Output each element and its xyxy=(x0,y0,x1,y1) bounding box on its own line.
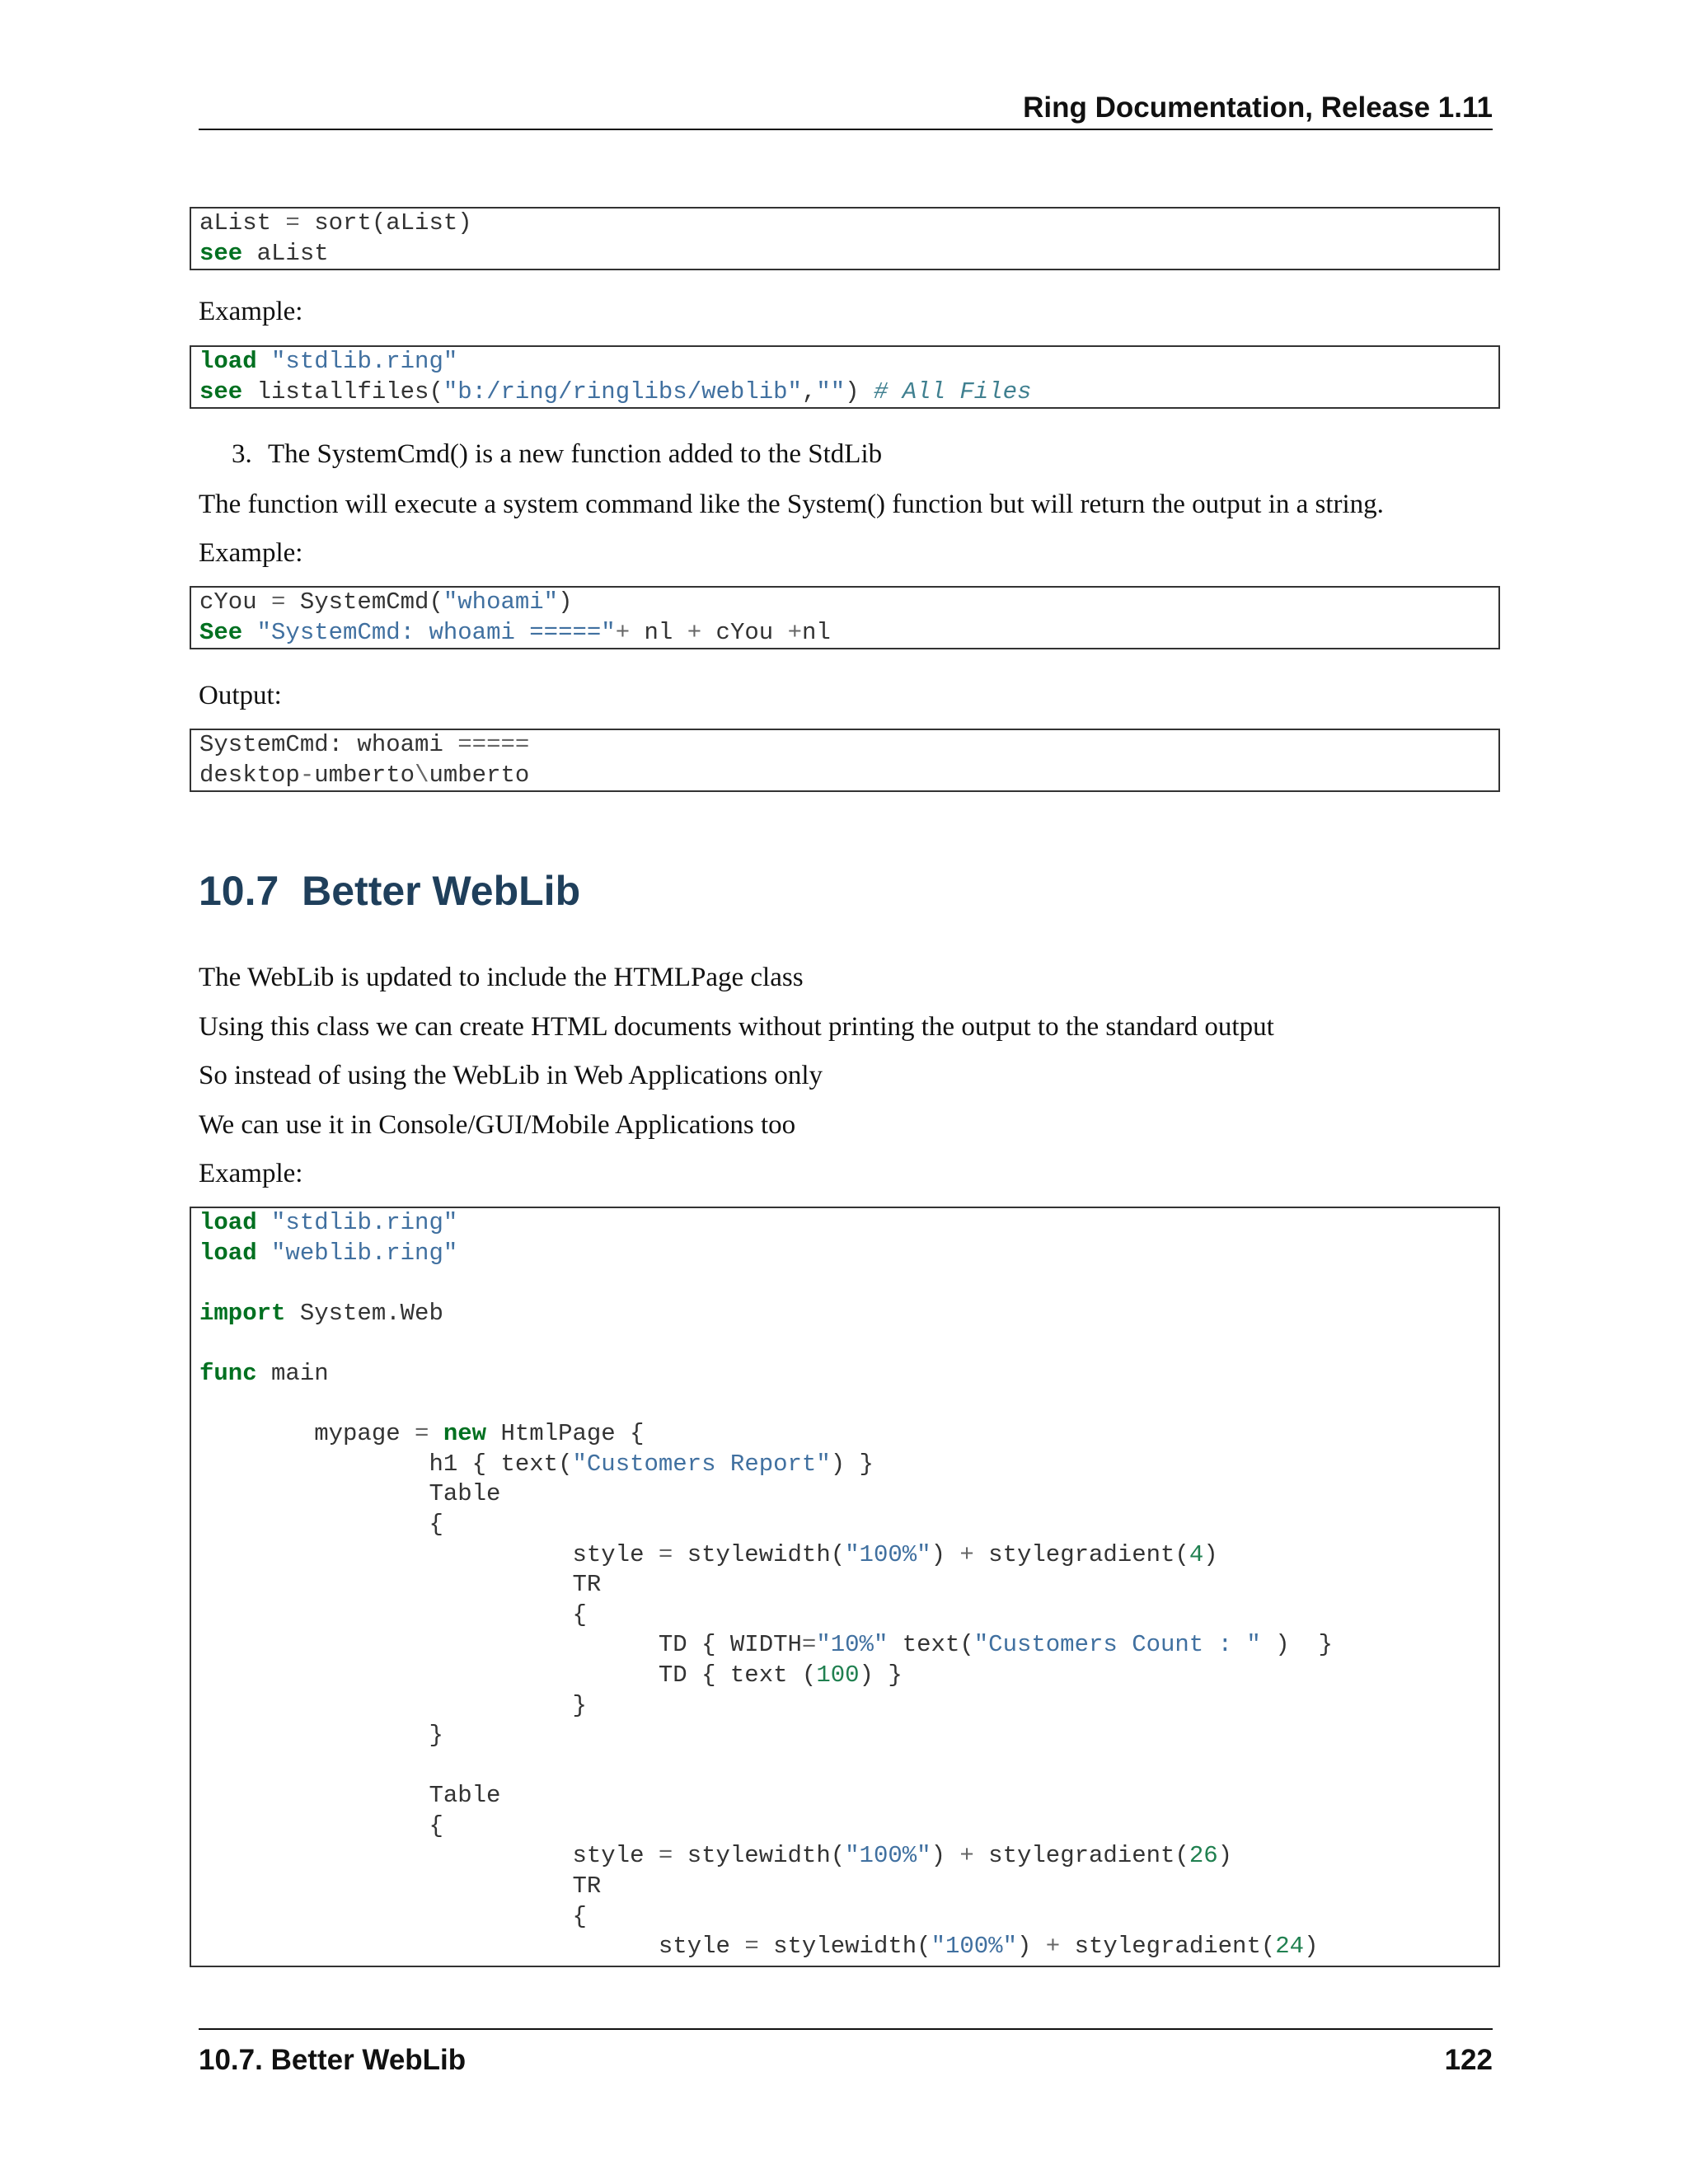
code-token: stylegradient( xyxy=(1060,1933,1276,1961)
code-line xyxy=(191,761,1498,791)
code-token: , xyxy=(801,377,817,405)
code-token: System.Web xyxy=(285,1299,443,1327)
code-token: stylewidth( xyxy=(673,1540,846,1568)
code-line: { xyxy=(199,1811,443,1840)
section-number: 10.7 xyxy=(199,868,279,914)
code-keyword: See xyxy=(199,618,243,646)
code-keyword: func xyxy=(199,1359,257,1387)
code-token: ) xyxy=(931,1540,960,1568)
code-string: "stdlib.ring" xyxy=(271,348,458,375)
code-line: TR xyxy=(199,1571,602,1599)
code-string: "b:/ring/ringlibs/weblib" xyxy=(443,377,802,405)
code-token xyxy=(242,619,256,646)
code-operator: + xyxy=(787,618,802,646)
code-operator: + xyxy=(615,618,631,646)
code-string: "100%" xyxy=(845,1540,931,1568)
code-line: Table xyxy=(199,1480,501,1508)
code-token: ) xyxy=(558,588,573,616)
code-token: h1 { text( xyxy=(199,1450,573,1478)
code-operator: + xyxy=(1045,1933,1061,1961)
code-token: style xyxy=(199,1540,659,1568)
code-number: 24 xyxy=(1275,1933,1305,1961)
code-keyword: new xyxy=(443,1420,487,1448)
code-operator: = xyxy=(658,1540,673,1568)
code-token: main xyxy=(256,1359,329,1387)
code-token: aList xyxy=(199,209,286,237)
code-operator: = xyxy=(744,1933,759,1961)
code-line: Table xyxy=(199,1782,501,1810)
code-token: listallfiles( xyxy=(242,377,443,405)
code-string: "10%" xyxy=(816,1631,889,1659)
code-line xyxy=(191,618,1498,649)
code-keyword: see xyxy=(199,239,243,267)
code-string: "weblib.ring" xyxy=(271,1239,458,1267)
code-block-sort xyxy=(190,207,1500,270)
code-token: aList xyxy=(242,239,329,267)
code-token xyxy=(429,1420,443,1447)
code-line: { xyxy=(199,1510,443,1538)
header-rule xyxy=(199,129,1493,130)
code-line: TR xyxy=(199,1872,602,1900)
code-operator: - xyxy=(299,761,315,789)
code-string: "" xyxy=(816,377,846,405)
section-title: Better WebLib xyxy=(302,868,581,914)
code-token: cYou xyxy=(199,588,272,616)
code-line-blank xyxy=(191,1390,1498,1420)
example-label: Example: xyxy=(199,538,303,568)
code-operator: = xyxy=(285,209,300,237)
code-line-blank xyxy=(191,1751,1498,1782)
code-line: { xyxy=(199,1902,587,1930)
code-string: "Customers Count : " xyxy=(973,1631,1261,1659)
code-line: { xyxy=(199,1601,587,1629)
code-token: stylewidth( xyxy=(673,1842,846,1870)
code-token: nl xyxy=(630,618,687,646)
code-token: SystemCmd( xyxy=(285,588,443,616)
code-number: 100 xyxy=(816,1661,860,1689)
code-comment: # All Files xyxy=(873,377,1032,405)
code-token: umberto xyxy=(429,761,530,789)
code-token: stylegradient( xyxy=(973,1842,1189,1870)
code-token: ) xyxy=(1304,1933,1319,1961)
code-keyword: load xyxy=(199,348,257,375)
code-token: ) xyxy=(931,1842,960,1870)
code-token: ) } xyxy=(859,1661,903,1689)
code-token: ) xyxy=(1217,1842,1233,1870)
code-line xyxy=(191,730,1498,761)
code-token: ) xyxy=(845,377,874,405)
code-token: style xyxy=(199,1933,745,1961)
footer-section-title: 10.7. Better WebLib xyxy=(199,2044,467,2076)
page-number: 122 xyxy=(1444,2044,1493,2076)
code-line xyxy=(191,209,1498,239)
code-token: TD { WIDTH xyxy=(199,1631,802,1659)
code-block-weblib xyxy=(190,1207,1500,1967)
code-number: 4 xyxy=(1189,1540,1204,1568)
code-token: HtmlPage { xyxy=(486,1420,645,1448)
footer-rule xyxy=(199,2028,1493,2030)
code-token: style xyxy=(199,1842,659,1870)
code-operator: ===== xyxy=(457,731,530,758)
code-line xyxy=(191,239,1498,269)
enum-number: 3. xyxy=(232,439,252,469)
code-line xyxy=(191,1841,1498,1872)
code-operator: + xyxy=(959,1842,974,1870)
code-line xyxy=(191,1419,1498,1450)
code-token: TD { text ( xyxy=(199,1661,817,1689)
example-label: Example: xyxy=(199,1159,303,1188)
code-keyword: load xyxy=(199,1239,257,1267)
code-line xyxy=(191,347,1498,377)
code-token: SystemCmd: whoami xyxy=(199,731,458,758)
code-token: ) } xyxy=(830,1450,874,1478)
code-line xyxy=(191,1239,1498,1269)
code-string: "100%" xyxy=(845,1842,931,1870)
code-token: mypage xyxy=(199,1420,415,1448)
code-string: "stdlib.ring" xyxy=(271,1209,458,1236)
code-line xyxy=(191,1932,1498,1962)
code-line: } xyxy=(199,1691,587,1719)
example-label: Example: xyxy=(199,297,303,326)
code-line xyxy=(191,588,1498,618)
code-string: "whoami" xyxy=(443,588,559,616)
code-block-systemcmd xyxy=(190,586,1500,649)
code-line xyxy=(191,1540,1498,1571)
code-token: umberto xyxy=(314,761,415,789)
code-string: "100%" xyxy=(931,1933,1017,1961)
code-keyword: load xyxy=(199,1209,257,1236)
code-block-output xyxy=(190,729,1500,792)
output-label: Output: xyxy=(199,681,282,710)
code-token: stylegradient( xyxy=(973,1540,1189,1568)
code-number: 26 xyxy=(1189,1842,1218,1870)
code-token: cYou xyxy=(701,618,788,646)
code-token: nl xyxy=(801,618,831,646)
code-block-listallfiles xyxy=(190,345,1500,409)
code-operator: = xyxy=(658,1842,673,1870)
code-string: "SystemCmd: whoami =====" xyxy=(256,618,616,646)
code-operator: \ xyxy=(415,761,429,789)
code-token: ) } xyxy=(1260,1631,1333,1659)
code-keyword: import xyxy=(199,1299,286,1327)
code-line: } xyxy=(199,1722,443,1750)
paragraph: We can use it in Console/GUI/Mobile Applications too xyxy=(199,1110,796,1140)
enum-text: The SystemCmd() is a new function added to the StdLib xyxy=(268,439,883,469)
code-line-blank xyxy=(191,1268,1498,1299)
code-line xyxy=(191,1359,1498,1390)
code-line xyxy=(191,1208,1498,1239)
section-heading xyxy=(199,867,580,915)
code-operator: = xyxy=(415,1420,429,1448)
paragraph: So instead of using the WebLib in Web Applications only xyxy=(199,1061,823,1090)
code-token: stylewidth( xyxy=(758,1933,931,1961)
paragraph: Using this class we can create HTML documents without printing the output to the standard output xyxy=(199,1012,1274,1042)
code-token: sort(aList) xyxy=(299,209,472,237)
code-line xyxy=(191,1450,1498,1480)
code-operator: + xyxy=(959,1540,974,1568)
code-line xyxy=(191,1630,1498,1661)
running-header-title: Ring Documentation, Release 1.11 xyxy=(1023,91,1493,124)
code-line xyxy=(191,1299,1498,1329)
code-operator: = xyxy=(271,588,286,616)
code-token: ) xyxy=(1203,1540,1218,1568)
code-operator: = xyxy=(801,1631,817,1659)
code-token: desktop xyxy=(199,761,300,789)
code-string: "Customers Report" xyxy=(572,1450,831,1478)
paragraph: The WebLib is updated to include the HTMLPage class xyxy=(199,963,804,992)
code-token: text( xyxy=(888,1631,974,1659)
code-line xyxy=(191,377,1498,408)
code-operator: + xyxy=(687,618,702,646)
paragraph: The function will execute a system command like the System() function but will return the output in a string. xyxy=(199,490,1384,519)
code-token: ) xyxy=(1016,1933,1046,1961)
code-line xyxy=(191,1661,1498,1691)
code-keyword: see xyxy=(199,377,243,405)
code-line-blank xyxy=(191,1329,1498,1359)
